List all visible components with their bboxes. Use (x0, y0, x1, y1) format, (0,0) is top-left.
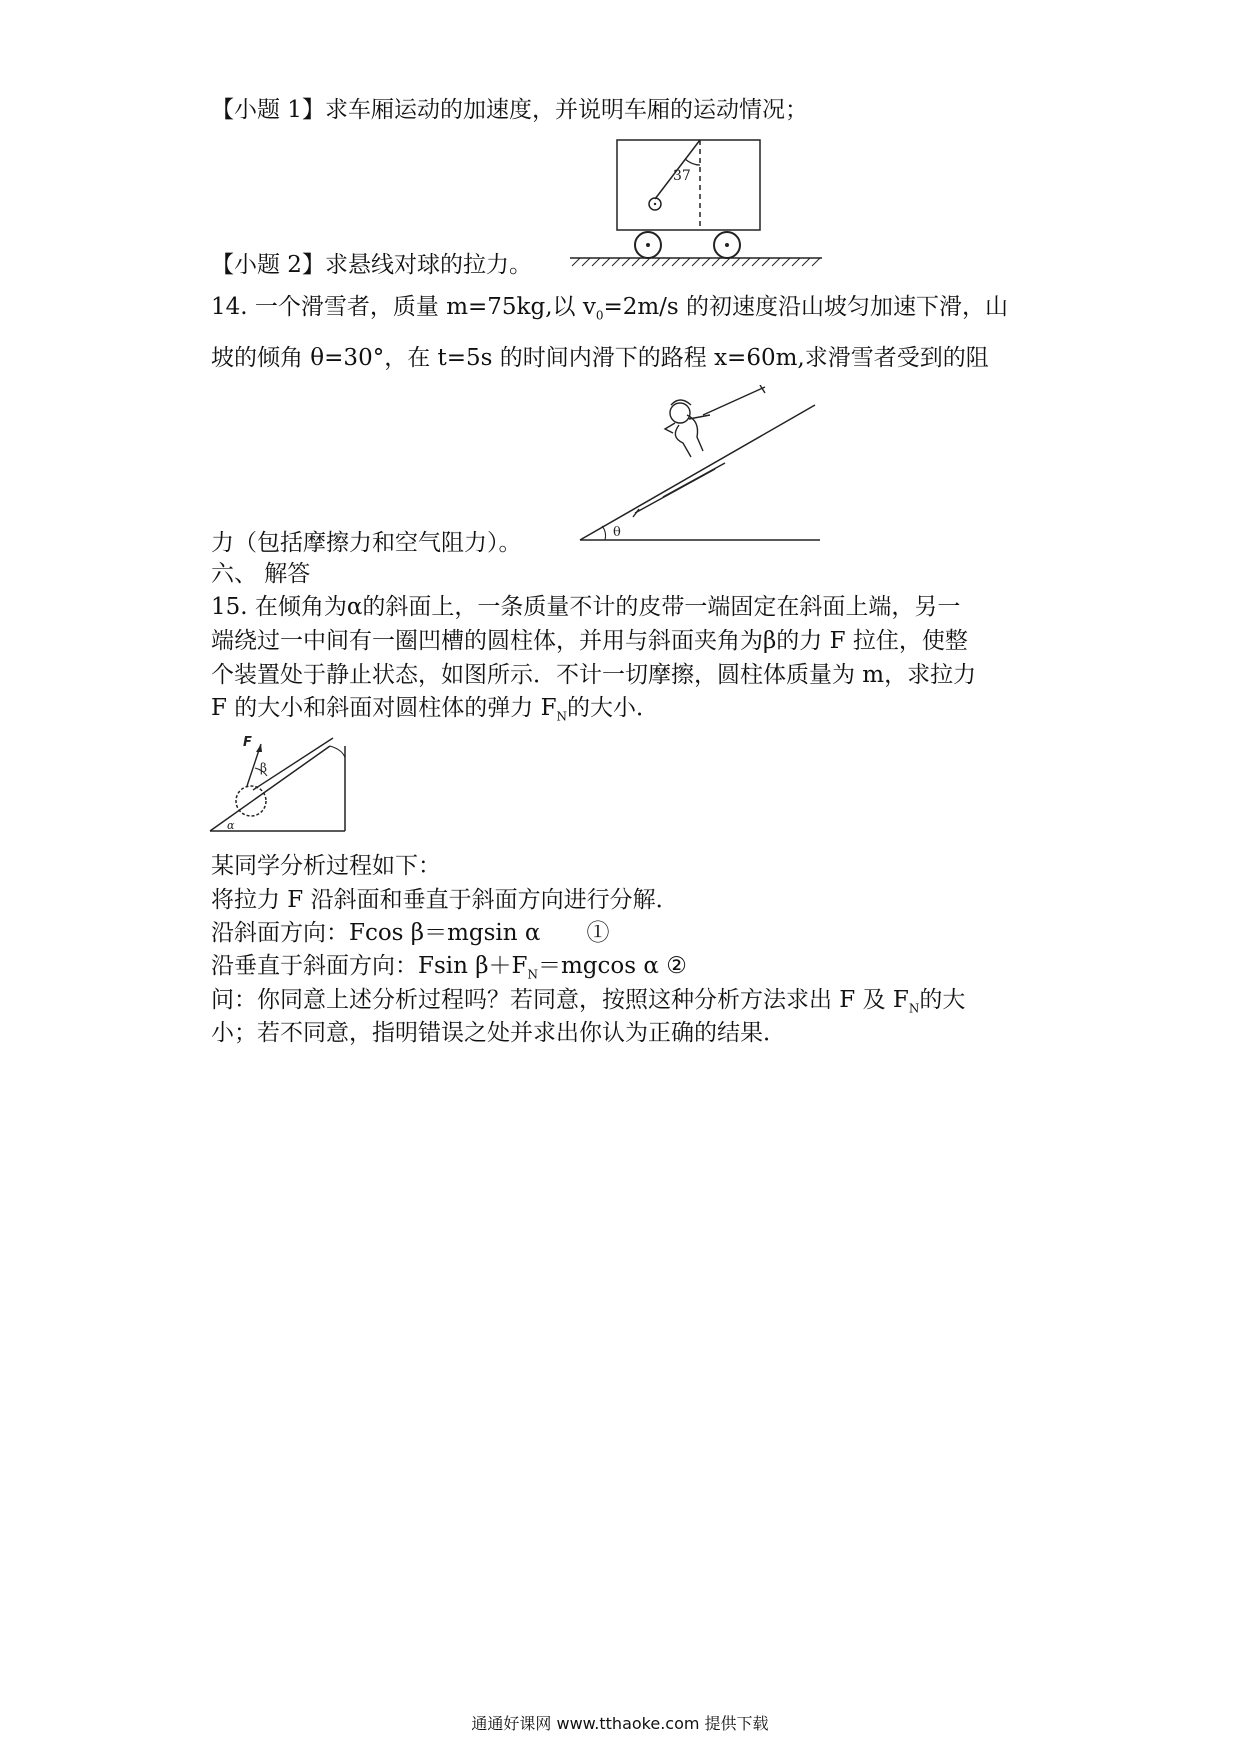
q13-sub1: 【小题 1】求车厢运动的加速度，并说明车厢的运动情况； (211, 97, 808, 123)
question-line-2: 小；若不同意，指明错误之处并求出你认为正确的结果． (211, 1020, 786, 1046)
q15-line1: 15. 在倾角为α的斜面上，一条质量不计的皮带一端固定在斜面上端，另一 (211, 594, 961, 620)
analysis-title: 某同学分析过程如下： (211, 853, 441, 879)
skier (633, 385, 765, 517)
q15-line3: 个装置处于静止状态，如图所示．不计一切摩擦，圆柱体质量为 m，求拉力 (211, 662, 977, 688)
analysis-step-3: 沿垂直于斜面方向：Fsin $\beta+F_N=mgcos$ α ② (211, 953, 687, 982)
q14-line2: 坡的倾角 θ=30°，在 t=5s 的时间内滑下的路程 x=60m,求滑雪者受到的阻 (211, 345, 989, 371)
slope-incline (580, 405, 815, 540)
q15-line2: 端绕过一中间有一圈凹槽的圆柱体，并用与斜面夹角为β的力 F 拉住，使整 (211, 628, 968, 654)
cart-body (617, 140, 760, 230)
q15-line4: F 的大小和斜面对圆柱体的弹力 $F_N$的大小． (211, 695, 660, 724)
section-heading: 六、 解答 (211, 561, 311, 587)
incline-figure (205, 728, 355, 838)
angle-arc (685, 159, 700, 165)
analysis-step-1: 将拉力 F 沿斜面和垂直于斜面方向进行分解． (211, 887, 679, 913)
q13-sub2: 【小题 2】求悬线对球的拉力。 (211, 252, 532, 278)
cart-figure (560, 135, 830, 270)
slope-angle-arc (602, 526, 606, 540)
ground-hatching (572, 258, 820, 266)
q14-line1: 14. 一个滑雪者，质量 m=75kg,以 $v_0=2m/s$ 的初速度沿山坡匀加速下滑，山 (211, 294, 1009, 323)
question-line-1: 问：你同意上述分析过程吗？若同意，按照这种分析方法求出 F 及 $F_N$的大 (211, 987, 966, 1016)
analysis-step-2: 沿斜面方向：Fcos β＝mgsin α ① (211, 920, 610, 946)
force-F-label: F (243, 735, 252, 750)
skier-figure (575, 385, 825, 545)
page-footer: 通通好课网 www.tthaoke.com 提供下载 (471, 1714, 769, 1733)
beta-label: β (260, 761, 267, 775)
angle-label: 37 (673, 168, 691, 184)
slope-angle-label: θ (613, 525, 621, 540)
cylinder (236, 786, 266, 816)
q14-line3: 力（包括摩擦力和空气阻力）。 (211, 530, 522, 556)
alpha-label: α (227, 819, 235, 832)
